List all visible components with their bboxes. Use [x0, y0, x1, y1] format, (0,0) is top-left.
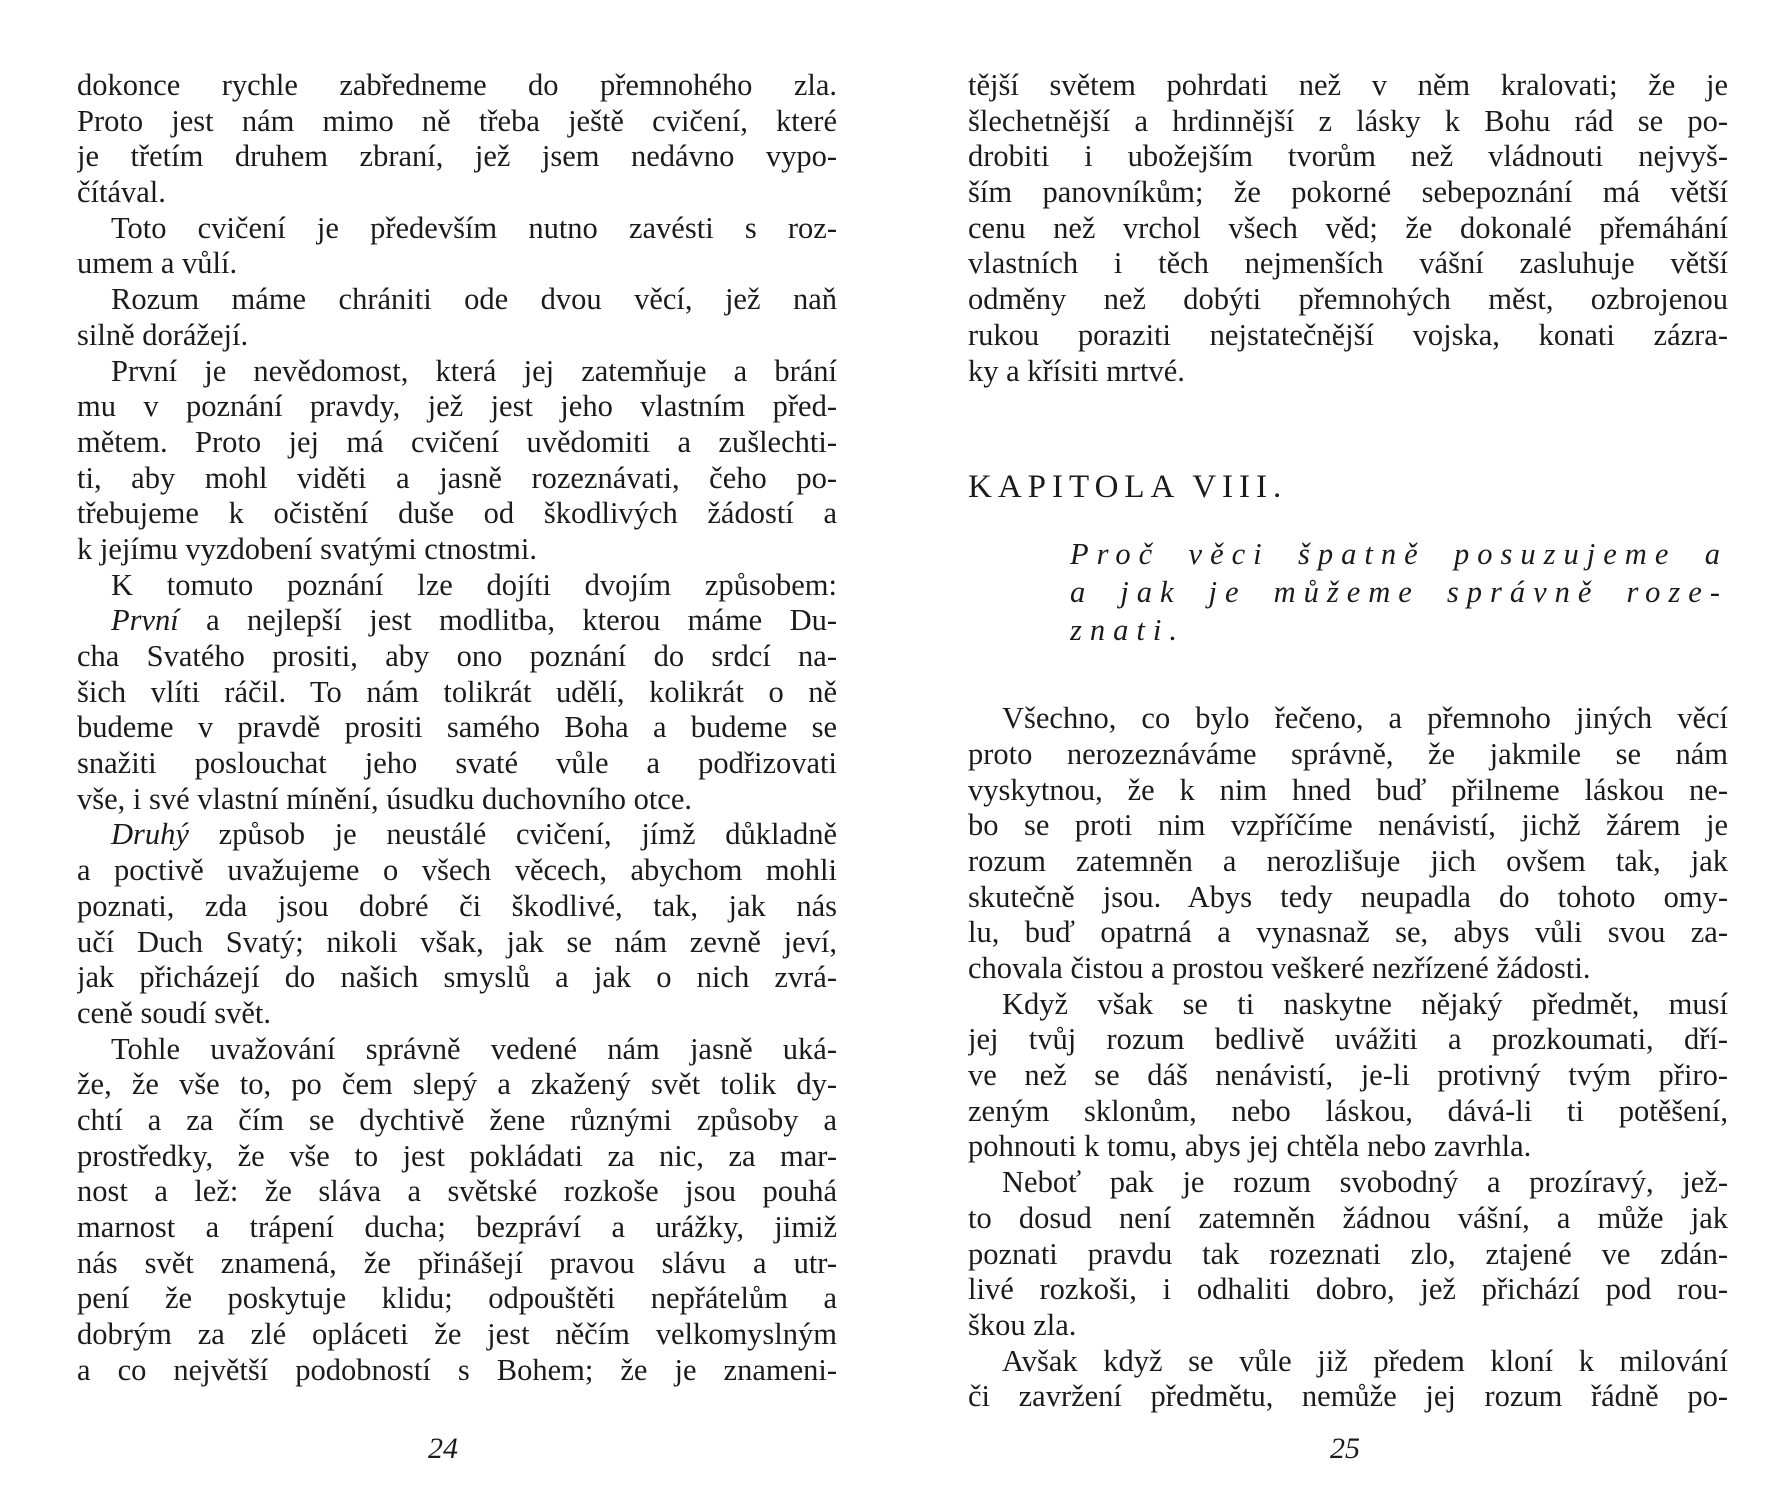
chapter-subtitle [1070, 535, 1728, 649]
text-line: chtí a za čím se dychtivě žene různými způsoby a [77, 1102, 837, 1137]
text-line: dobrým za zlé opláceti že jest něčím velkomyslným [77, 1317, 837, 1352]
text-line: odměny než dobýti přemnohých měst, ozbrojenou [968, 282, 1728, 317]
text-line: tější světem pohrdati než v něm kralovati; že je [968, 68, 1728, 102]
left-page [77, 68, 837, 1388]
text-fragment: způsob je neustálé cvičení, jímž důkladně [218, 817, 837, 852]
text-line: a poctivě uvažujeme o všech věcech, abychom mohli [77, 853, 837, 888]
text-line: či zavržení předmětu, nemůže jej rozum řádně po- [968, 1379, 1728, 1414]
text-line: škou zla. [968, 1307, 1077, 1342]
text-line: poznati pravdu tak rozeznati zlo, ztajené ve zdán- [968, 1236, 1728, 1271]
text-line: mětem. Proto jej má cvičení uvědomiti a zušlechti- [77, 424, 837, 459]
text-line: prostředky, že vše to jest pokládati za nic, za mar- [77, 1138, 837, 1173]
text-line: to dosud není zatemněn žádnou vášní, a může jak [968, 1200, 1728, 1235]
text-line: rukou poraziti nejstatečnější vojska, konati zázra- [968, 317, 1728, 352]
right-page-continuation [968, 68, 1728, 389]
text-line: marnost a trápení ducha; bezpráví a urážky, jimiž [77, 1210, 837, 1244]
text-line: šlechetnější a hrdinnější z lásky k Bohu rád se po- [968, 103, 1728, 138]
text-line: Rozum máme chrániti ode dvou věcí, jež naň [111, 282, 837, 317]
text-line: mu v poznání pravdy, jež jest jeho vlastním před- [77, 389, 837, 424]
text-line: ceně soudí svět. [77, 995, 271, 1030]
chapter-body [968, 701, 1728, 1415]
text-line: nás svět znamená, že přinášejí pravou slávu a utr- [77, 1245, 837, 1280]
text-line: lu, buď opatrná a vynasnaž se, abys vůli svou za- [968, 915, 1728, 950]
text-line: šich vlíti ráčil. To nám tolikrát udělí, kolikrát o ně [77, 674, 837, 709]
text-line: třebujeme k očistění duše od škodlivých žádostí a [77, 496, 837, 531]
text-line: chovala čistou a prostou veškeré nezřízené žádosti. [968, 951, 1591, 985]
text-line: k jejímu vyzdobení svatými ctnostmi. [77, 531, 537, 566]
text-line: skutečně jsou. Abys tedy neupadla do tohoto omy- [968, 879, 1728, 914]
subtitle-line: znati. [1070, 613, 1185, 648]
text-line: proto nerozeznáváme správně, že jakmile se nám [968, 736, 1728, 771]
text-line: že, že vše to, po čem slepý a zkažený svět tolik dy- [77, 1067, 837, 1102]
text-line: jej tvůj rozum bedlivě uvážiti a prozkoumati, dří- [968, 1022, 1728, 1057]
text-line: ším panovníkům; že pokorné sebepoznání má větší [968, 175, 1728, 210]
text-line: učí Duch Svatý; nikoli však, jak se nám zevně jeví, [77, 924, 837, 959]
text-fragment: a nejlepší jest modlitba, kterou máme Du- [206, 603, 837, 638]
page-number-left: 24 [428, 1432, 458, 1465]
text-line: snažiti poslouchat jeho svaté vůle a podřizovati [77, 746, 837, 781]
text-line: rozum zatemněn a nerozlišuje jich ovšem tak, jak [968, 843, 1728, 878]
text-line [77, 817, 837, 853]
emphasis-first: První [111, 603, 179, 638]
text-line: drobiti i ubožejším tvorům než vládnouti nejvyš- [968, 139, 1728, 174]
text-line: Toto cvičení je především nutno zavésti s roz- [111, 210, 837, 245]
text-line: pohnouti k tomu, abys jej chtěla nebo zavrhla. [968, 1129, 1532, 1164]
text-line: dokonce rychle zabředneme do přemnohého zla. [77, 68, 837, 102]
text-line: nost a lež: že sláva a světské rozkoše jsou pouhá [77, 1174, 837, 1209]
text-line: ve než se dáš nenávistí, je-li protivný tvým přiro- [968, 1058, 1728, 1093]
text-line: cenu než vrchol všech věd; že dokonalé přemáhání [968, 210, 1728, 245]
text-line: cha Svatého prositi, aby ono poznání do srdcí na- [77, 639, 837, 673]
subtitle-line: Proč věci špatně posuzujeme a [1070, 537, 1728, 572]
right-page [968, 68, 1728, 1415]
text-line: Když však se ti naskytne nějaký předmět, musí [1002, 986, 1728, 1021]
text-line: vše, i své vlastní mínění, úsudku duchovního otce. [77, 781, 693, 816]
text-line: Tohle uvažování správně vedené nám jasně uká- [111, 1031, 837, 1066]
text-line: zeným sklonům, nebo láskou, dává-li ti potěšení, [968, 1093, 1728, 1128]
text-line: ky a křísiti mrtvé. [968, 353, 1185, 388]
text-line: ti, aby mohl viděti a jasně rozeznávati, čeho po- [77, 460, 837, 495]
text-line: je třetím druhem zbraní, jež jsem nedávno vypo- [77, 139, 837, 174]
text-line: bo se proti nim vzpříčíme nenávistí, jichž žárem je [968, 808, 1728, 843]
text-line: vyskytnou, že k nim hned buď přilneme láskou ne- [968, 772, 1728, 807]
text-line: Neboť pak je rozum svobodný a prozíravý, jež- [1002, 1165, 1728, 1200]
text-line: První je nevědomost, která jej zatemňuje a brání [111, 353, 837, 388]
text-line: jak přicházejí do našich smyslů a jak o nich zvrá- [77, 960, 837, 995]
text-line: Proto jest nám mimo ně třeba ještě cvičení, které [77, 103, 837, 138]
text-line: K tomuto poznání lze dojíti dvojím způsobem: [111, 567, 837, 602]
page-number-right: 25 [1330, 1432, 1360, 1465]
subtitle-line: a jak je můžeme správně roze- [1070, 575, 1728, 610]
text-line: Všechno, co bylo řečeno, a přemnoho jiných věcí [1002, 701, 1728, 736]
text-line: silně dorážejí. [77, 317, 249, 352]
left-page-text [77, 68, 837, 1388]
text-line: livé rozkoši, i odhaliti dobro, jež přichází pod rou- [968, 1272, 1728, 1307]
text-line [77, 603, 837, 639]
text-line: poznati, zda jsou dobré či škodlivé, tak, jak nás [77, 888, 837, 923]
emphasis-second: Druhý [111, 817, 189, 852]
text-line: pení že poskytuje klidu; odpouštěti nepřátelům a [77, 1281, 837, 1316]
chapter-heading: KAPITOLA VIII. [968, 469, 1288, 506]
text-line: a co největší podobností s Bohem; že je znameni- [77, 1352, 837, 1387]
text-line: umem a vůlí. [77, 246, 238, 281]
text-line: Avšak když se vůle již předem kloní k milování [1002, 1343, 1728, 1378]
text-line: budeme v pravdě prositi samého Boha a budeme se [77, 710, 837, 745]
text-line: vlastních i těch nejmenších vášní zasluhuje větší [968, 246, 1728, 281]
text-line: čítával. [77, 175, 166, 210]
